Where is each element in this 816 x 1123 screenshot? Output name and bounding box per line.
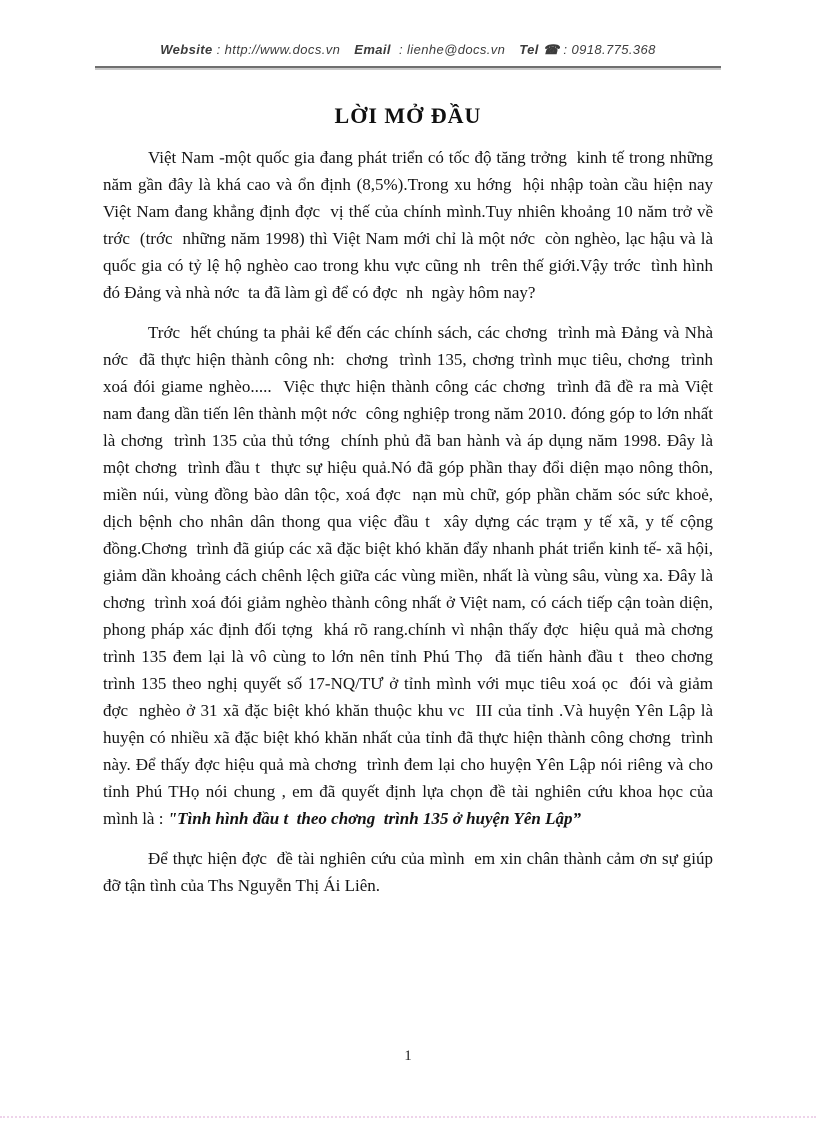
document-body xyxy=(103,144,722,912)
document-title: LỜI MỞ ĐẦU xyxy=(334,103,482,128)
header-rule xyxy=(95,66,721,70)
scan-artifact-line xyxy=(0,1116,816,1118)
phone-icon: ☎ xyxy=(542,42,560,57)
header-tel-value: : 0918.775.368 xyxy=(559,42,656,57)
paragraph-thanks: Để thực hiện đợc đề tài nghiên cứu của mình em xin chân thành cảm ơn sự giúp đỡ tận tình của Ths Nguyễn Thị Ái Liên. xyxy=(103,849,718,895)
thesis-title-quote: "Tình hình đầu t theo chơng trình 135 ở huyện Yên Lập” xyxy=(167,809,581,828)
paragraph-main xyxy=(103,319,722,832)
page-number: 1 xyxy=(404,1048,412,1064)
paragraph-intro: Việt Nam -một quốc gia đang phát triển có tốc độ tăng trởng kinh tế trong những năm gần đây là khá cao và ổn định (8,5%).Trong xu hớng hội nhập toàn cầu hiện nay Việt Nam đang khẳng định đợc vị thế của chính mình.Tuy nhiên khoảng 10 năm trở về trớc (trớc những năm 1998) thì Việt Nam mới chỉ là một nớc còn nghèo, lạc hậu và là quốc gia có tỷ lệ hộ nghèo cao trong khu vực cũng nh trên thế giới.Vậy trớc tình hình đó Đảng và nhà nớc ta đã làm gì để có đợc nh ngày hôm nay? xyxy=(103,148,722,302)
header-email-label: Email xyxy=(354,42,391,57)
header-website-label: Website xyxy=(160,42,213,57)
header-email-value: : lienhe@docs.vn xyxy=(390,42,506,57)
paragraph-main-text: Trớc hết chúng ta phải kể đến các chính sách, các chơng trình mà Đảng và Nhà nớc đã thực hiện thành công nh: chơng trình 135, chơng trình mục tiêu, chơng trình xoá đói giame nghèo..... Việc thực hiện thành công các chơng trình đã đề ra mà Việt nam đang dần tiến lên thành một nớc công nghiệp trong năm 2010. đóng góp to lớn nhất là chơng trình 135 của thủ tớng chính phủ đã ban hành và áp dụng năm 1998. Đây là một chơng trình đầu t thực sự hiệu quả.Nó đã góp phần thay đổi diện mạo nông thôn, miền núi, vùng đồng bào dân tộc, xoá đợc nạn mù chữ, góp phần chăm sóc sức khoẻ, dịch bệnh cho nhân dân thong qua việc đầu t xây dựng các trạm y tế xã, y tế cộng đồng.Chơng trình đã giúp các xã đặc biệt khó khăn đẩy nhanh phát triển kinh tế- xã hội, giảm dần khoảng cách chênh lệch giữa các vùng miền, nhất là vùng sâu, vùng xa. Đây là chơng trình xoá đói giảm nghèo thành công nhất ở Việt nam, có cách tiếp cận toàn diện, phong pháp xác định đối tợng khá rõ rang.chính vì nhận thấy đợc hiệu quả mà chơng trình 135 đem lại là vô cùng to lớn nên tỉnh Phú Thọ đã tiến hành đầu t theo chơng trình 135 theo nghị quyết số 17-NQ/TƯ ở tỉnh mình với mục tiêu xoá ọc đói và giảm đợc nghèo ở 31 xã đặc biệt khó khăn thuộc khu vc III của tỉnh .Và huyện Yên Lập là huyện có nhiều xã đặc biệt khó khăn nhất của tỉnh đã thực hiện thành công chơng trình này. Để thấy đợc hiệu quả mà chơng trình đem lại cho huyện Yên Lập nói riêng và cho tỉnh Phú THọ nói chung , em đã quyết định lựa chọn đề tài nghiên cứu khoa học của mình là : xyxy=(103,323,722,828)
header-website-value: : http://www.docs.vn xyxy=(212,42,341,57)
header-tel-label: Tel xyxy=(519,42,539,57)
page-header xyxy=(103,42,713,58)
